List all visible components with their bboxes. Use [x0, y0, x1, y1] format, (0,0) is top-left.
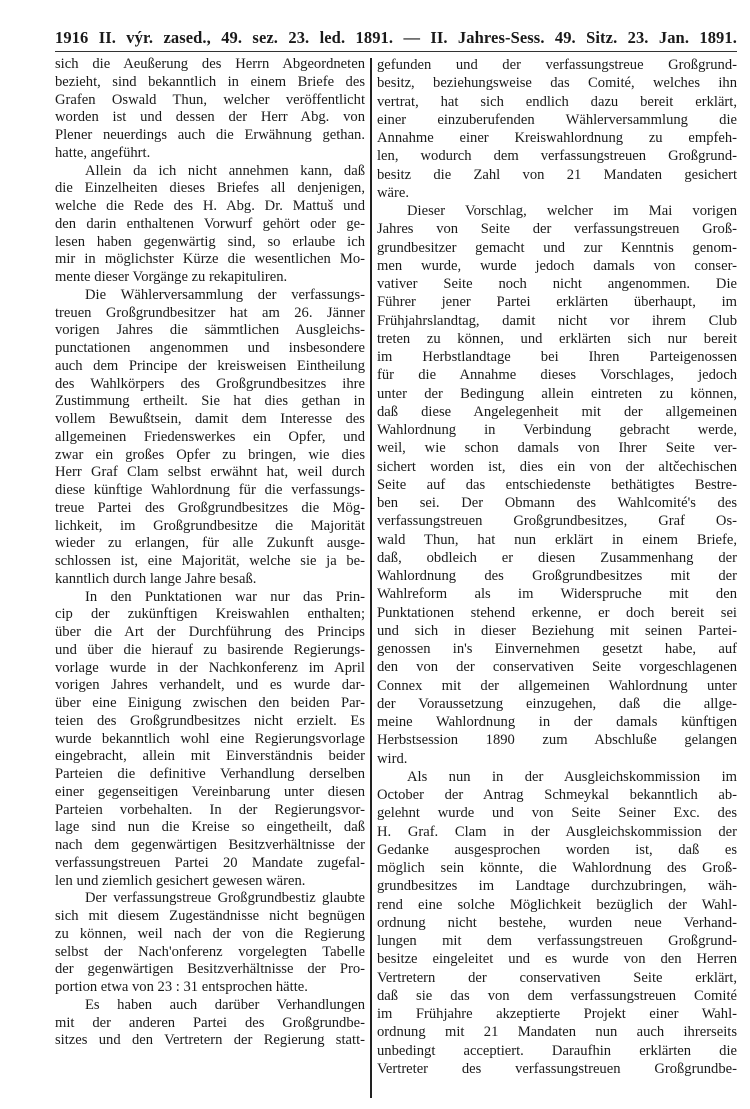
text-line: sichert worden ist, dies ein von der altčechischen	[377, 458, 737, 475]
text-line: men wurde, wurde jedoch damals von conser-	[377, 257, 737, 274]
text-line: zu können, weil nach der von die Regierung	[55, 925, 365, 942]
text-line: vorigen Jahres die sämmtlichen Ausgleichs-	[55, 322, 365, 339]
text-line: grundbesitzes im Landtage durchzubringen, wäh-	[377, 878, 737, 895]
text-line: sitzes und den Vertretern der Regierung statt-	[55, 1032, 365, 1049]
text-line: im Herbstlandtage bei Ihren Parteigenossen	[377, 349, 737, 365]
text-line: vollem Bewußtsein, damit dem Interesse des	[55, 411, 365, 427]
text-line: des Wahlkörpers des Großgrundbesitzes ihre	[55, 375, 365, 392]
text-line: Führer jener Partei erklärten überhaupt, im	[377, 294, 737, 311]
text-line: daß diese Angelegenheit mit der allgemeinen	[377, 403, 737, 420]
text-line: und sich in dieser Beziehung mit seinen Partei-	[377, 622, 737, 639]
text-line: mit der anderen Partei des Großgrundbe-	[55, 1014, 365, 1031]
text-line: lage sind nun die Kreise so eingetheilt, daß	[55, 819, 365, 836]
column-divider	[370, 58, 372, 1098]
text-line: verfassungstreuen Partei 20 Mandate zugefal-	[55, 854, 365, 871]
text-line: Herbstsession 1890 zum Abschluße gelangen	[377, 732, 737, 749]
text-line: gefunden und der verfassungstreue Großgrund-	[377, 57, 737, 73]
text-line: vorigen Jahres verhandelt, und es wurde dar-	[55, 677, 365, 694]
text-line: Wahlordnung in Verbindung gebracht werde,	[377, 422, 737, 438]
text-line: worden ist und dessen der Herr Abg. von	[55, 109, 365, 126]
text-line: Dieser Vorschlag, welcher im Mai vorigen	[407, 203, 737, 219]
text-line: portion etwa von 23 : 31 entsprochen hätte.	[55, 979, 308, 995]
text-line: allgemeinen Friedenswerkes ein Opfer, und	[55, 428, 365, 445]
text-line: der Voraussetzung einzugehen, daß die allge-	[377, 695, 737, 712]
text-line: ben sei. Der Obmann des Wahlcomité's des	[377, 495, 737, 511]
text-line: und über die hierauf zu basirende Regierungs-	[55, 641, 365, 658]
text-line: Vertreter des verfassungstreuen Großgrundbe-	[377, 1060, 737, 1077]
text-line: nach dem gegenwärtigen Besitzverhältnisse der	[55, 837, 365, 853]
text-line: wäre.	[377, 184, 410, 201]
text-line: Jahres von Seite der verfassungstreuen Groß-	[377, 221, 737, 238]
text-line: weil, wie schon damals von Ihrer Seite ver-	[377, 440, 737, 457]
text-line: Als nun in der Ausgleichskommission im	[407, 768, 737, 785]
text-line: Zustimmung ertheilt. Sie hat dies gethan in	[55, 393, 365, 410]
text-line: besitz die Zahl von 21 Mandaten gesichert	[377, 166, 737, 183]
text-line: treuen Großgrundbesitzer hat am 26. Jänner	[55, 304, 365, 321]
text-line: besitz, beziehungsweise das Comité, welches ihn	[377, 75, 737, 92]
text-line: wieder zu erlangen, für alle Zukunft ausge-	[55, 535, 365, 552]
text-line: lichkeit, im Großgrundbesitze die Majorität	[55, 517, 365, 534]
text-line: wald Thun, hat nun erklärt in einem Briefe,	[377, 531, 737, 548]
text-line: Grafen Oswald Thun, welcher veröffentlicht	[55, 91, 365, 108]
text-line: genossen in's Einvernehmen gesetzt habe, auf	[377, 641, 737, 657]
text-line: Seite auf das entschiedenste bethätigtes Bestre-	[377, 476, 737, 493]
text-line: H. Graf. Clam in der Ausgleichskommission der	[377, 823, 737, 840]
text-line: vorlage wurde in der Nachkonferenz im April	[55, 659, 365, 676]
text-line: ordnung mit 21 Mandaten nun auch ihrerseits	[377, 1024, 737, 1041]
text-line: Es haben auch darüber Verhandlungen	[85, 996, 365, 1013]
text-line: Die Wählerversammlung der verfassungs-	[85, 286, 365, 303]
text-line: Allein da ich nicht annehmen kann, daß	[85, 162, 365, 179]
page-header: 1916 II. výr. zased., 49. sez. 23. led. 1891. — II. Jahres-Sess. 49. Sitz. 23. Jan. 1891.	[55, 28, 737, 47]
text-line: cip der zukünftigen Kreiswahlen enthalten;	[55, 606, 365, 623]
text-line: im Frühjahre akzeptierte Projekt einer Wahl-	[377, 1006, 737, 1022]
text-line: Frühjahrslandtag, damit nicht vor ihrem Club	[377, 312, 737, 329]
text-line: Connex mit der allgemeinen Wahlordnung unter	[377, 677, 737, 694]
text-line: October der Antrag Schmeykal bekanntlich ab-	[377, 787, 737, 803]
text-line: daß sie das von dem verfassungstreuen Comité	[377, 987, 737, 1004]
text-line: selbst der Nach'onferenz vorgelegten Tabelle	[55, 943, 365, 960]
text-line: hatte, angeführt.	[55, 144, 151, 161]
text-line: In den Punktationen war nur das Prin-	[85, 588, 365, 605]
text-line: lesen haben gegenwärtig sind, so erlaube ich	[55, 233, 365, 250]
text-line: Wahlreform als im Widerspruche mit den	[377, 586, 737, 603]
text-line: Punktationen stehend erkenne, er doch bereit sei	[377, 604, 737, 621]
text-line: rend eine solche Möglichkeit bezüglich der Wahl-	[377, 896, 737, 913]
text-line: die Einzelheiten dieses Briefes all denjenigen,	[55, 180, 365, 197]
text-line: bezieht, sind bekanntlich in einem Briefe des	[55, 73, 365, 90]
text-line: teien des Großgrundbesitzes nicht erzielt. Es	[55, 712, 365, 729]
text-line: Plener neuerdings auch die Erwähnung gethan.	[55, 127, 365, 143]
text-line: kanntlich durch lange Jahre besaß.	[55, 570, 257, 587]
text-line: Parteien vorbehalten. In der Regierungsvor-	[55, 801, 365, 818]
text-line: punctationen angenommen und insbesondere	[55, 340, 365, 356]
text-line: Herr Graf Clam selbst erwähnt hat, weil durch	[55, 464, 365, 481]
text-line: Vertretern der conservativen Seite erklärt,	[377, 969, 737, 986]
text-line: möglich sein könnte, die Wahlordnung des Groß-	[377, 860, 737, 876]
text-line: grundbesitzer gemacht und zur Kenntnis genom-	[377, 239, 737, 256]
text-line: wird.	[377, 750, 408, 767]
text-line: über eine Einigung zwischen den beiden Par-	[55, 695, 365, 711]
text-line: vertrat, hat sich endlich dazu bereit erklärt,	[377, 93, 737, 110]
text-line: mir in möglichster Kürze die wesentlichen Mo-	[55, 251, 365, 268]
text-line: treue Partei des Großgrundbesitzes die Mög-	[55, 499, 365, 516]
text-line: unbedingt acceptiert. Daraufhin erklärten die	[377, 1042, 737, 1059]
text-line: sich die Aeußerung des Herrn Abgeordneten	[55, 56, 365, 72]
text-line: Wahlordnung des Großgrundbesitzes mit der	[377, 568, 737, 584]
text-line: welche die Rede des H. Abg. Dr. Mattuš und	[55, 198, 365, 214]
text-line: diese künftige Wahlordnung für die verfassungs-	[55, 482, 365, 498]
text-line: len, wodurch dem verfassungstreuen Großgrund-	[377, 148, 737, 165]
text-line: den darin enthaltenen Vorwurf gehört oder ge-	[55, 215, 365, 232]
text-line: zwar ein großes Opfer zu bringen, wie dies	[55, 446, 365, 463]
text-line: len und ziemlich gesichert gewesen wären.	[55, 872, 306, 889]
text-line: schlossen ist, eine Majorität, welche sie ja be-	[55, 553, 365, 569]
text-line: einer einzuberufenden Wählerversammlung die	[377, 111, 737, 128]
text-line: besitze eingeleitet und es wurde von den Herren	[377, 951, 737, 968]
text-line: einer gegenseitigen Vereinbarung unter diesen	[55, 783, 365, 800]
text-line: meine Wahlordnung in der damals künftigen	[377, 714, 737, 730]
header-rule	[55, 51, 737, 52]
text-line: vativer Seite noch nicht angenommen. Die	[377, 276, 737, 292]
text-line: ordnung nicht bestehe, wurden neue Verhand-	[377, 914, 737, 931]
text-line: unter der Bedingung allein eintreten zu können,	[377, 385, 737, 402]
text-line: auch dem Principe der kreisweisen Eintheilung	[55, 357, 365, 374]
text-line: eingebracht, allein mit Einverständnis beider	[55, 748, 365, 765]
text-line: treten zu können, und erklärten sich nur bereit	[377, 330, 737, 347]
text-line: wurde bekanntlich wohl eine Regierungsvorlage	[55, 730, 365, 747]
text-line: verfassungstreuen Großgrundbesitzes, Graf Os-	[377, 513, 737, 530]
right-column	[377, 56, 737, 1078]
text-line: der gegenwärtigen Besitzverhältnisse der Pro-	[55, 961, 365, 978]
text-line: über die Art der Durchführung des Princips	[55, 624, 365, 640]
text-line: gelehnt wurde und von Seite Seiner Exc. des	[377, 805, 737, 822]
left-column	[55, 56, 365, 1050]
text-line: Der verfassungstreue Großgrundbestiz glaubte	[85, 890, 365, 907]
text-line: den von der conservativen Seite vorgeschlagenen	[377, 659, 737, 676]
text-line: für die Annahme dieses Vorschlages, jedoch	[377, 367, 737, 384]
text-line: mente dieser Vorgänge zu rekapituliren.	[55, 269, 288, 285]
text-line: Annahme einer Kreiswahlordnung zu empfeh-	[377, 130, 737, 146]
text-line: sich mit diesem Zugeständnisse nicht begnügen	[55, 908, 365, 924]
text-line: Gedanke ausgesprochen worden ist, daß es	[377, 841, 737, 858]
text-line: lungen mit dem verfassungstreuen Großgrund-	[377, 933, 737, 949]
text-line: Parteien die definitive Verhandlung derselben	[55, 766, 365, 782]
text-line: daß, obdleich er diesen Zusammenhang der	[377, 549, 737, 566]
